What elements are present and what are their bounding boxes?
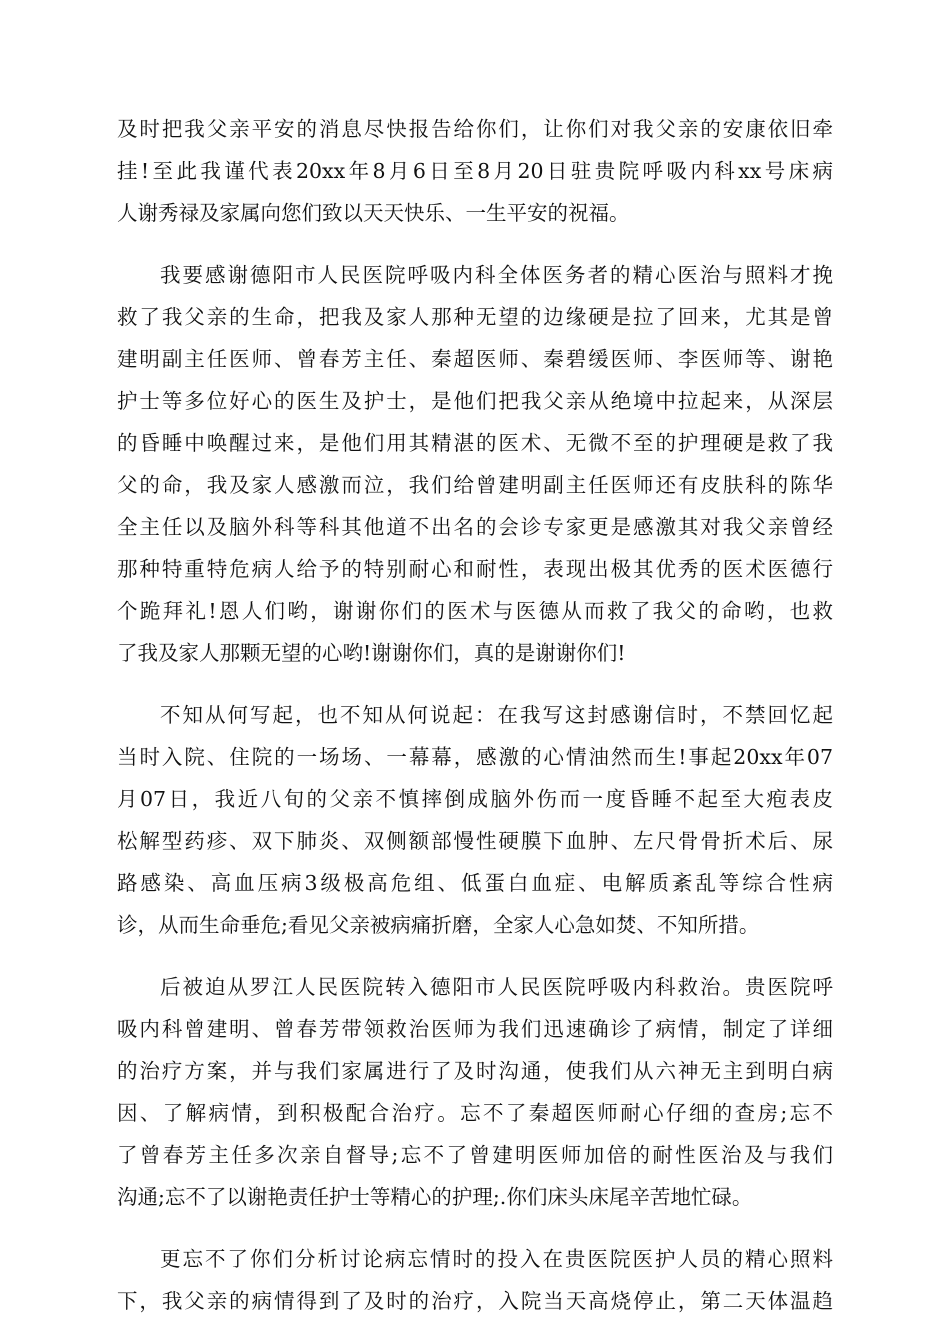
- text-line: 下，我父亲的病情得到了及时的治疗，入院当天高烧停止，第二天体温趋: [117, 1289, 833, 1313]
- text-line: 路感染、高血压病3级极高危组、低蛋白血症、电解质紊乱等综合性病: [117, 871, 833, 895]
- text-line: 松解型药疹、双下肺炎、双侧额部慢性硬膜下血肿、左尺骨骨折术后、尿: [117, 829, 833, 853]
- text-line: 更忘不了你们分析讨论病忘情时的投入在贵医院医护人员的精心照料: [160, 1247, 833, 1271]
- text-line: 吸内科曾建明、曾春芳带领救治医师为我们迅速确诊了病情，制定了详细: [117, 1017, 833, 1041]
- text-line: 了曾春芳主任多次亲自督导;忘不了曾建明医师加倍的耐性医治及与我们: [117, 1143, 833, 1167]
- text-line: 诊，从而生命垂危;看见父亲被病痛折磨，全家人心急如焚、不知所措。: [117, 913, 760, 937]
- text-line: 的昏睡中唤醒过来，是他们用其精湛的医术、无微不至的护理硬是救了我: [117, 431, 833, 455]
- text-line: 后被迫从罗江人民医院转入德阳市人民医院呼吸内科救治。贵医院呼: [160, 975, 833, 999]
- text-line: 不知从何写起，也不知从何说起：在我写这封感谢信时，不禁回忆起: [160, 703, 833, 727]
- text-line: 及时把我父亲平安的消息尽快报告给你们，让你们对我父亲的安康依旧牵: [117, 117, 833, 141]
- text-line: 我要感谢德阳市人民医院呼吸内科全体医务者的精心医治与照料才挽: [160, 263, 833, 287]
- text-line: 的治疗方案，并与我们家属进行了及时沟通，使我们从六神无主到明白病: [117, 1059, 833, 1083]
- text-line: 沟通;忘不了以谢艳责任护士等精心的护理;.你们床头床尾辛苦地忙碌。: [117, 1185, 753, 1209]
- text-line: 了我及家人那颗无望的心哟!谢谢你们，真的是谢谢你们!: [117, 641, 626, 665]
- text-line: 建明副主任医师、曾春芳主任、秦超医师、秦碧缓医师、李医师等、谢艳: [117, 347, 833, 371]
- text-line: 护士等多位好心的医生及护士，是他们把我父亲从绝境中拉起来，从深层: [117, 389, 833, 413]
- text-line: 救了我父亲的生命，把我及家人那种无望的边缘硬是拉了回来，尤其是曾: [117, 305, 833, 329]
- text-line: 挂!至此我谨代表20xx年8月6日至8月20日驻贵院呼吸内科xx号床病: [117, 159, 833, 183]
- text-line: 父的命，我及家人感激而泣，我们给曾建明副主任医师还有皮肤科的陈华: [117, 473, 833, 497]
- text-line: 人谢秀禄及家属向您们致以天天快乐、一生平安的祝福。: [117, 201, 630, 225]
- text-line: 个跪拜礼!恩人们哟，谢谢你们的医术与医德从而救了我父的命哟，也救: [117, 599, 833, 623]
- text-line: 因、了解病情，到积极配合治疗。忘不了秦超医师耐心仔细的查房;忘不: [117, 1101, 833, 1125]
- text-line: 全主任以及脑外科等科其他道不出名的会诊专家更是感激其对我父亲曾经: [117, 515, 833, 539]
- text-line: 那种特重特危病人给予的特别耐心和耐性，表现出极其优秀的医术医德行: [117, 557, 833, 581]
- text-line: 当时入院、住院的一场场、一幕幕，感激的心情油然而生!事起20xx年07: [117, 745, 833, 769]
- text-line: 月07日，我近八旬的父亲不慎摔倒成脑外伤而一度昏睡不起至大疱表皮: [117, 787, 833, 811]
